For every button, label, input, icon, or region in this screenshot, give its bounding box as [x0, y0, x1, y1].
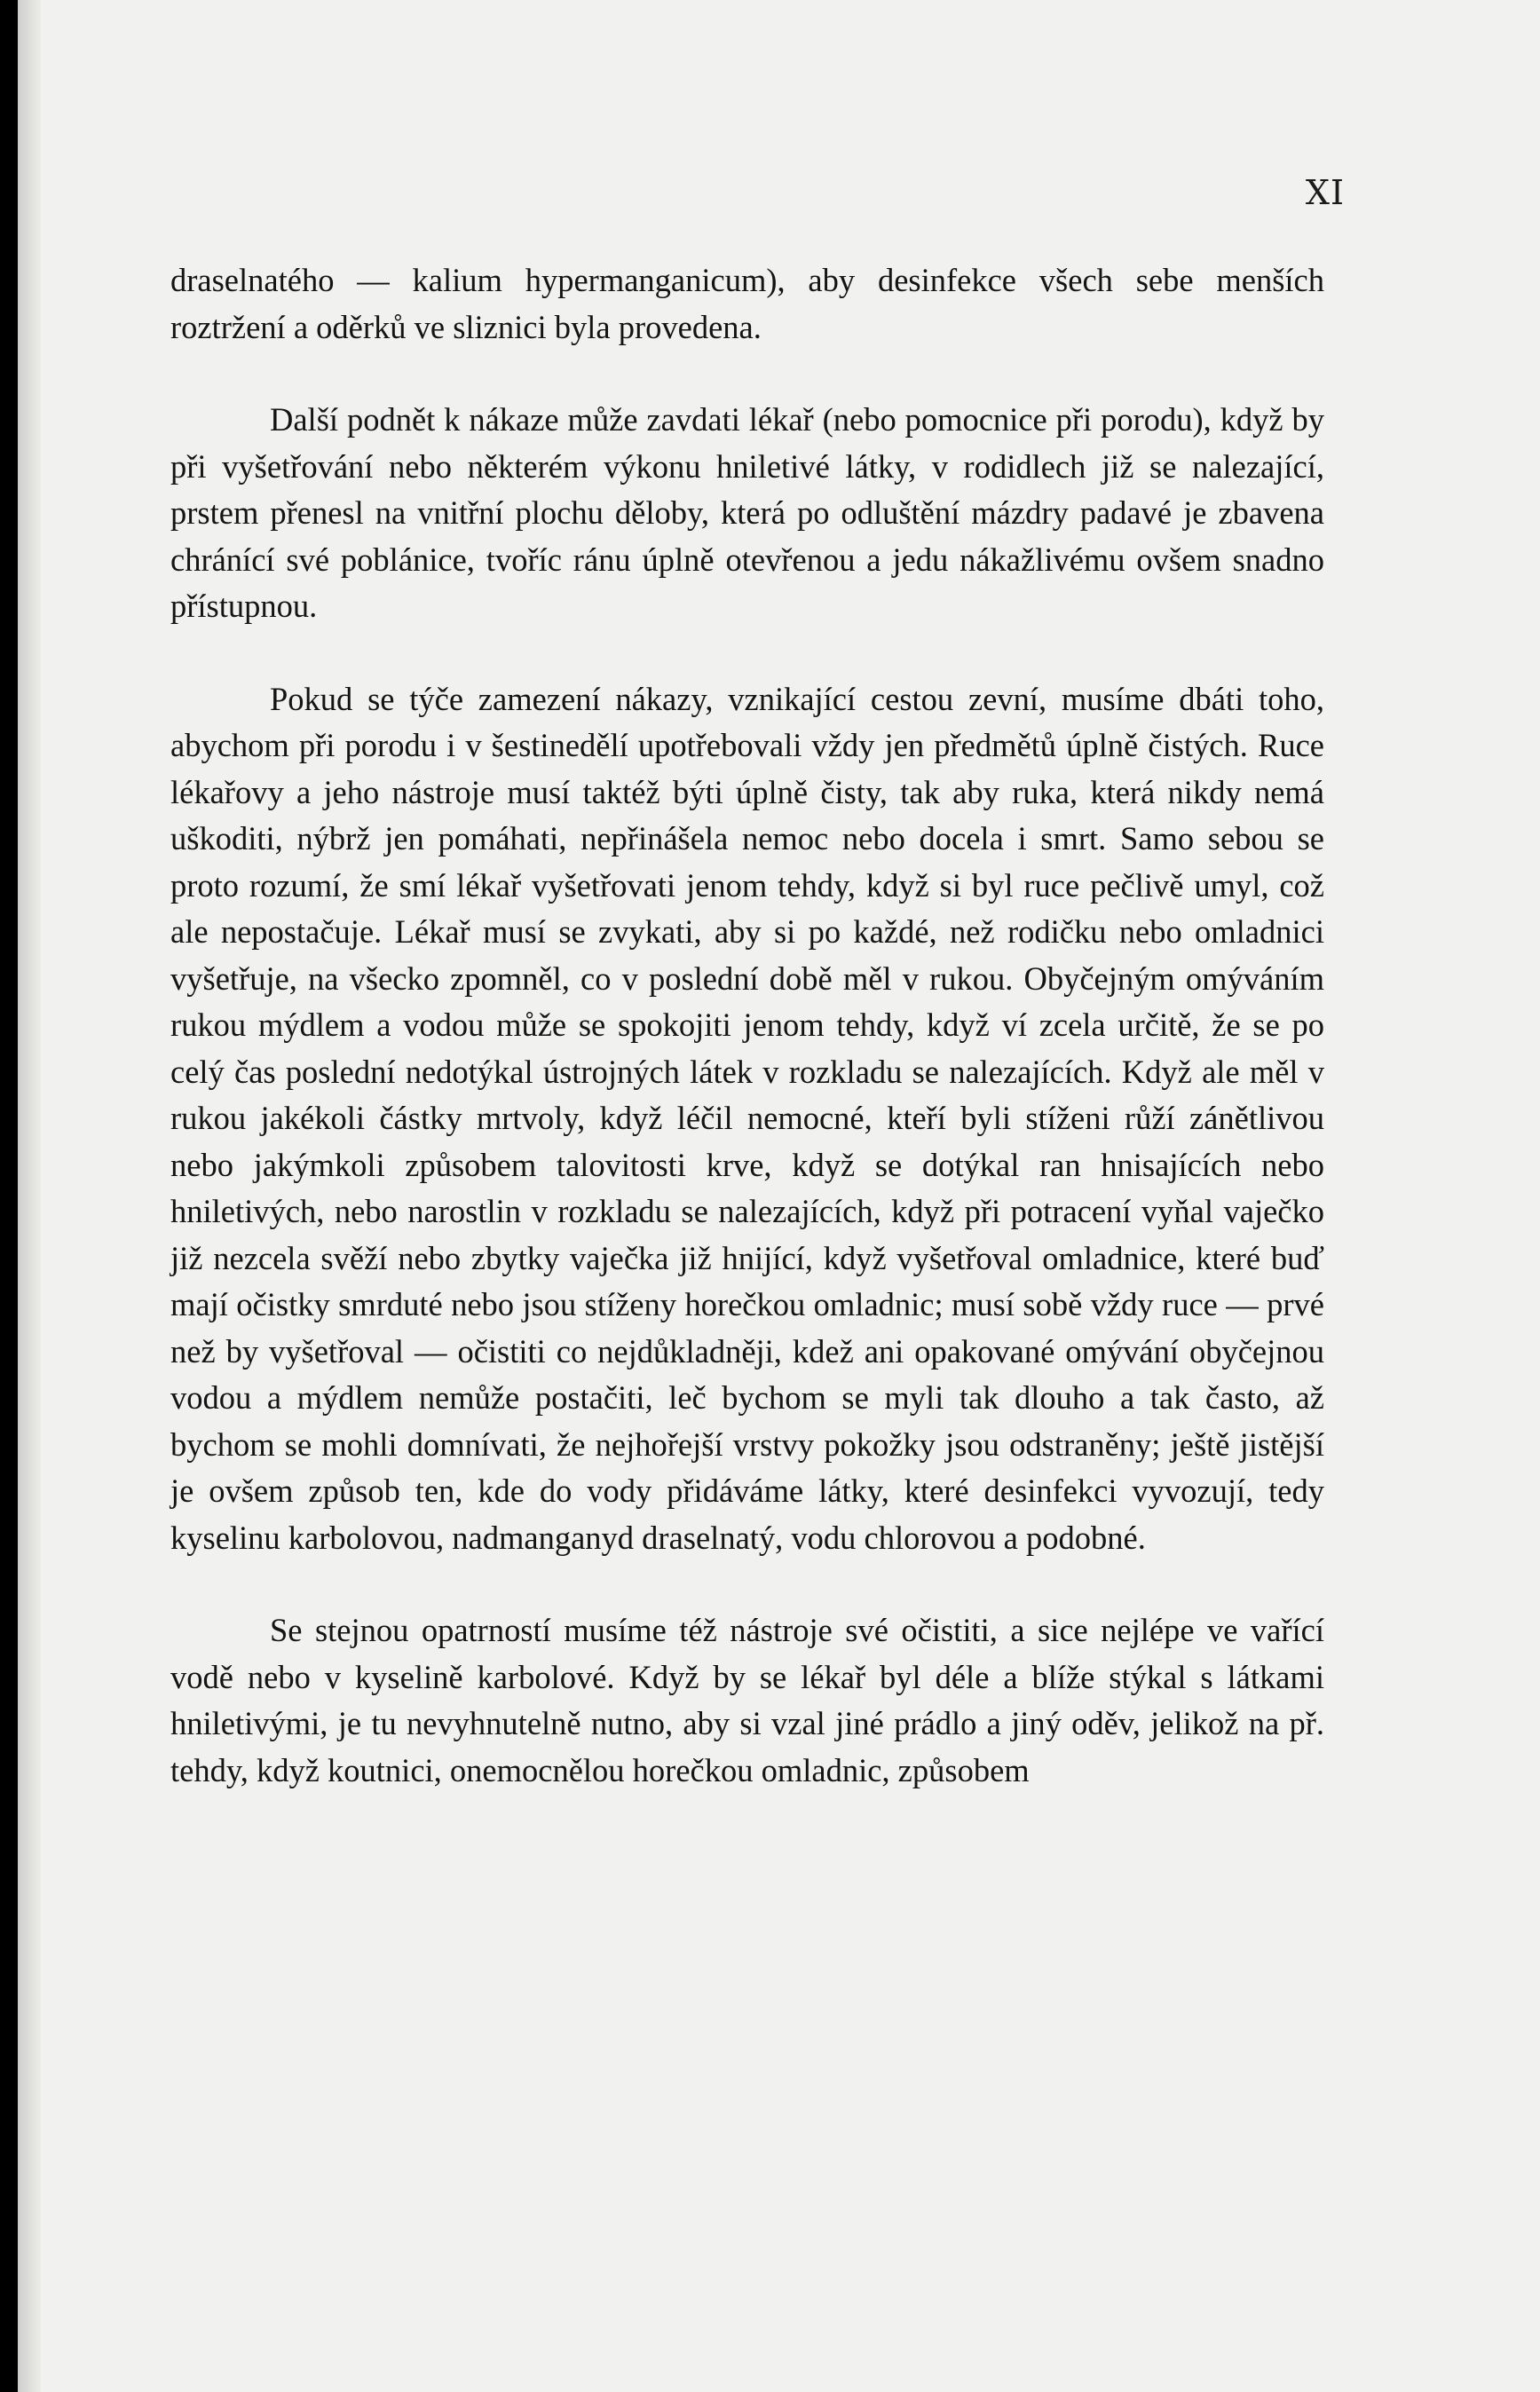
page-edge-shadow	[18, 0, 41, 2392]
body-text	[170, 257, 1324, 1794]
book-page	[18, 0, 1540, 2392]
paragraph-continued: draselnatého — kalium hypermanganicum), aby desinfekce všech sebe menších roztržení a oděrků ve sliznici byla provedena.	[170, 262, 1324, 345]
page-number: XI	[1305, 173, 1345, 212]
paragraph: Další podnět k nákaze může zavdati lékař (nebo pomocnice při porodu), když by při vyšetřování nebo některém výkonu hniletivé látky, v rodidlech již se nalezající, prstem přenesl na vnitřní plochu děloby, která po odluštění mázdry padavé je zbavena chránící své poblánice, tvoříc ránu úplně otevřenou a jedu nákažlivému ovšem snadno přístupnou.	[170, 401, 1324, 624]
paragraph: Pokud se týče zamezení nákazy, vznikající cestou zevní, musíme dbáti toho, abychom při porodu i v šestinedělí upotřebovali vždy jen předmětů úplně čistých. Ruce lékařovy a jeho nástroje musí taktéž býti úplně čisty, tak aby ruka, která nikdy nemá uškoditi, nýbrž jen pomáhati, nepřinášela nemoc nebo docela i smrt. Samo sebou se proto rozumí, že smí lékař vyšetřovati jenom tehdy, když si byl ruce pečlivě umyl, což ale nepostačuje. Lékař musí se zvykati, aby si po každé, než rodičku nebo omladnici vyšetřuje, na všecko zpomněl, co v poslední době měl v rukou. Obyčejným omýváním rukou mýdlem a vodou může se spokojiti jenom tehdy, když ví zcela určitě, že se po celý čas poslední nedotýkal ústrojných látek v rozkladu se nalezajících. Když ale měl v rukou jakékoli částky mrtvoly, když léčil nemocné, kteří byli stíženi růží zánětlivou nebo jakýmkoli způsobem talovitosti krve, když se dotýkal ran hnisajících nebo hniletivých, nebo narostlin v rozkladu se nalezajících, když při potracení vyňal vaječko již nezcela svěží nebo zbytky vaječka již hnijící, když vyšetřoval omladnice, které buď mají očistky smrduté nebo jsou stíženy horečkou omladnic; musí sobě vždy ruce — prvé než by vyšetřoval — očistiti co nejdůkladněji, kdež ani opakované omývání obyčejnou vodou a mýdlem nemůže postačiti, leč bychom se myli tak dlouho a tak často, až bychom se mohli domnívati, že nejhořejší vrstvy pokožky jsou odstraněny; ještě jistější je ovšem způsob ten, kde do vody přidáváme látky, které desinfekci vyvozují, tedy kyselinu karbolovou, nadmanganyd draselnatý, vodu chlorovou a podobné.	[170, 680, 1324, 1556]
paragraph: Se stejnou opatrností musíme též nástroje své očistiti, a sice nejlépe ve vařící vodě nebo v kyselině karbolové. Když by se lékař byl déle a blíže stýkal s látkami hniletivými, je tu nevyhnutelně nutno, aby si vzal jiné prádlo a jiný oděv, jelikož na př. tehdy, když koutnici, onemocnělou horečkou omladnic, způsobem	[170, 1612, 1324, 1788]
